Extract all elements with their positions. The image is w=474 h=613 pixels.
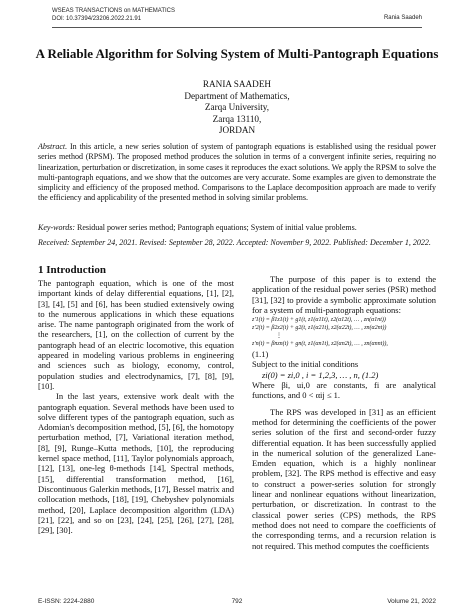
abstract-label: Abstract. (38, 142, 68, 151)
author-block (40, 79, 434, 137)
author-name: RANIA SAADEH (202, 79, 272, 89)
affiliation-line: Zarqa 13110, (212, 113, 262, 124)
page-number: 792 (231, 598, 243, 605)
equation-line: z′1(t) = β1z1(t) + g1(t, z1(α11t), z2(α12t), … , zn(α1nt)) (252, 317, 386, 324)
running-header (52, 8, 422, 23)
abstract-text: In this article, a new series solution of system of pantograph equations is established using the residual power series method (RPSM). The proposed method produces the solution in terms of a convergent infinite series, requiring no linearization, perturbation or discretization, in some cases it reproduces the exact solutions. We apply the RPSM to solve the multi-pantograph equations, and we show that the outcomes are very accurate. Some examples are given to demonstrate the simplicity and efficiency of the proposed method. Comparisons to the Laplace decomposition approach are made to verify the efficiency and applicability of the presented method in solving similar problems. (38, 142, 436, 203)
conditions-intro: Subject to the initial conditions (252, 359, 359, 370)
page-footer (38, 598, 436, 605)
affiliation-line: Zarqa University, (204, 102, 270, 112)
equation-line: z′n(t) = βnzn(t) + gn(t, z1(αn1t), z2(αn2t), … , zn(αnnt)), (252, 341, 388, 348)
abstract (38, 142, 436, 204)
initial-conditions: zi(0) = zi,0 , i = 1,2,3, … , n, (1.2) (262, 369, 379, 380)
header-rule (52, 27, 422, 28)
left-column (38, 264, 234, 535)
publication-dates: Received: September 24, 2021. Revised: September 28, 2022. Accepted: November 9, 2022. Published: December 1, 2022. (38, 238, 431, 247)
vertical-dots: ⋮ (276, 333, 282, 340)
paragraph: In the last years, extensive work dealt with the pantograph equation. Several methods have been used to solve different types of the pantograph equation, such as Adomian's decomposition method, [5], [6], the homotopy perturbation method, [7], Variational iteration method, [8], [9], Runge–Kutta methods, [10], the reproducing kernel space method, [11], Taylor polynomials approach, [12], [13], one-leg θ-methods [14], Spectral methods, [15], differential transformation method, [16], Discontinuous Galerkin methods, [17], Bessel matrix and collocation methods, [18], [19], Chebyshev polynomials method, [20], Laplace decomposition algorithm (LDA) [21], [22], and so on [23], [24], [25], [26], [27], [28], [29], [30]. (38, 391, 234, 536)
keywords (38, 223, 436, 233)
affiliation-line: JORDAN (218, 125, 256, 135)
volume: Volume 21, 2022 (387, 598, 436, 605)
keywords-label: Key-words: (38, 223, 76, 232)
paragraph: The purpose of this paper is to extend the application of the residual power series (PSR) method [31], [32] to provide a symbolic approximate solution for a system of multi-pantograph equations: (252, 274, 436, 315)
paragraph: Where βi, ui,0 are constants, fi are analytical functions, and 0 < αij ≤ 1. (252, 380, 436, 401)
keywords-text: Residual power series method; Pantograph equations; System of initial value problems. (77, 223, 357, 232)
paper-title: A Reliable Algorithm for Solving System of Multi-Pantograph Equations (35, 46, 439, 61)
running-author: Rania Saadeh (383, 15, 422, 21)
doi[interactable]: DOI: 10.37394/23206.2022.21.91 (52, 15, 142, 22)
paragraph: The pantograph equation, which is one of the most important kinds of delay differential equations, [1], [2], [3], [4], [5] and [6], has been studied extensively owing to the numerous applications in which these equations arise. The name pantograph originated from the work of the researchers, [1], on the collection of current by the pantograph head of an electric locomotive, this equation appeared in modeling various problems in engineering and sciences such as biology, economy, control, population studies and electrodynamics, [7], [8], [9], [10]. (38, 278, 234, 391)
equation-line: z′2(t) = β2z2(t) + g2(t, z1(α21t), z2(α22t), … , zn(α2nt)) (252, 325, 387, 332)
equation-system (252, 316, 436, 348)
issn: E-ISSN: 2224-2880 (38, 598, 95, 605)
section-heading: 1 Introduction (38, 264, 106, 276)
right-column (252, 274, 436, 551)
affiliation-line: Department of Mathematics, (184, 90, 290, 101)
paragraph: The RPS was developed in [31] as an efficient method for determining the coefficients of the power series solution of the first and second-order fuzzy differential equation. It has been successfully applied in the numerical solution of the generalized Lane-Emden equation, which is a highly nonlinear problem, [32]. The RPS method is effective and easy to construct a power-series solution for strongly linear and nonlinear equations without linearization, perturbation, or discretization. In contrast to the classical power series (CPS) methods, the RPS method does not need to compare the coefficients of the corresponding terms, and a recursion relation is not required. This method computes the coefficients (252, 406, 436, 551)
journal-name: WSEAS TRANSACTIONS on MATHEMATICS (52, 8, 176, 14)
equation-label: (1.1) (252, 349, 269, 360)
